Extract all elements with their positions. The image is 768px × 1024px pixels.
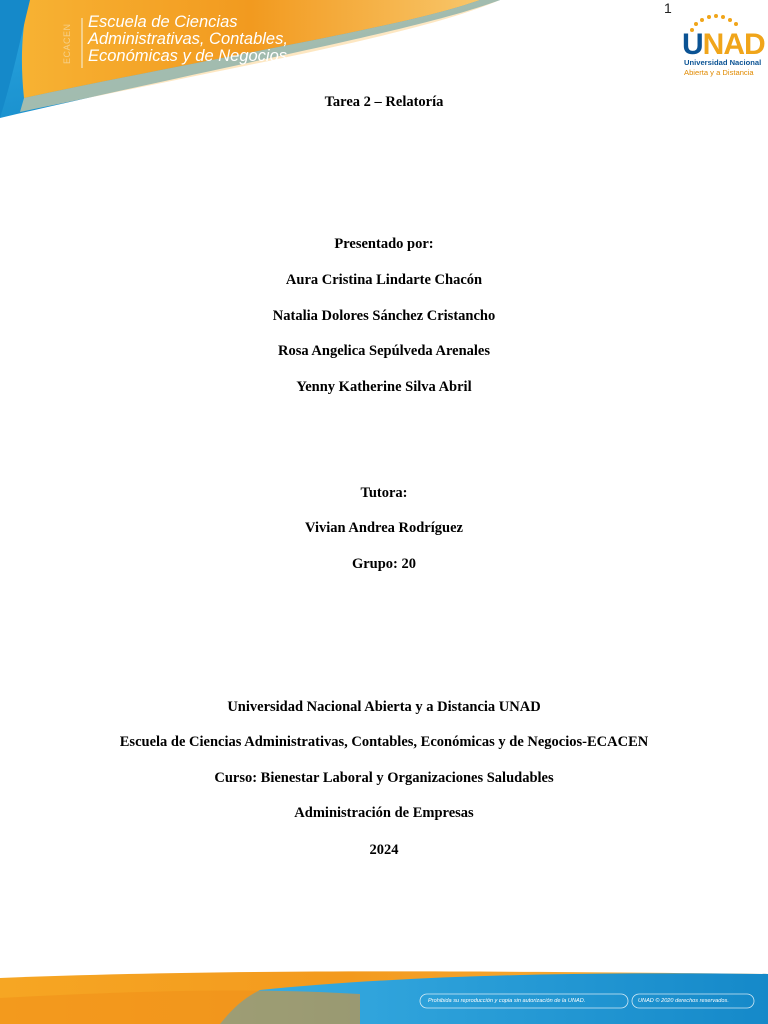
tutor-label: Tutora: bbox=[360, 485, 408, 501]
footer-rights-notice: UNAD © 2020 derechos reservados. bbox=[638, 998, 729, 1004]
school-line-3: Económicas y de Negocios bbox=[88, 47, 288, 65]
school-name: Escuela de Ciencias Administrativas, Contables, Económicas y de Negocios-ECACEN bbox=[119, 734, 649, 750]
university-name: Universidad Nacional Abierta y a Distancia UNAD bbox=[227, 699, 541, 715]
school-line-1: Escuela de Ciencias bbox=[88, 13, 238, 31]
document-title: Tarea 2 – Relatoría bbox=[324, 94, 444, 110]
author-3: Rosa Angelica Sepúlveda Arenales bbox=[277, 343, 490, 359]
course-name: Curso: Bienestar Laboral y Organizaciones Saludables bbox=[214, 770, 554, 786]
logo-subtitle-2: Abierta y a Distancia bbox=[684, 68, 754, 77]
page-number: 1 bbox=[664, 0, 672, 16]
ecacen-divider bbox=[81, 18, 83, 68]
year: 2024 bbox=[369, 842, 399, 858]
group-number: Grupo: 20 bbox=[351, 556, 417, 572]
ecacen-vertical-label: ECACEN bbox=[62, 23, 72, 65]
program-name: Administración de Empresas bbox=[294, 805, 474, 821]
school-banner-title bbox=[88, 14, 288, 65]
author-2: Natalia Dolores Sánchez Cristancho bbox=[272, 308, 496, 324]
footer-copy-notice: Prohibida su reproducción y copia sin autorización de la UNAD. bbox=[428, 998, 586, 1004]
author-1: Aura Cristina Lindarte Chacón bbox=[285, 272, 483, 288]
unad-logo bbox=[682, 14, 764, 86]
logo-subtitle-1: Universidad Nacional bbox=[684, 58, 762, 67]
school-line-2: Administrativas, Contables, bbox=[88, 30, 288, 48]
logo-wordmark: UNAD bbox=[682, 28, 765, 61]
author-4: Yenny Katherine Silva Abril bbox=[296, 379, 472, 395]
presented-by-label: Presentado por: bbox=[334, 236, 434, 252]
tutor-name: Vivian Andrea Rodríguez bbox=[305, 520, 463, 536]
